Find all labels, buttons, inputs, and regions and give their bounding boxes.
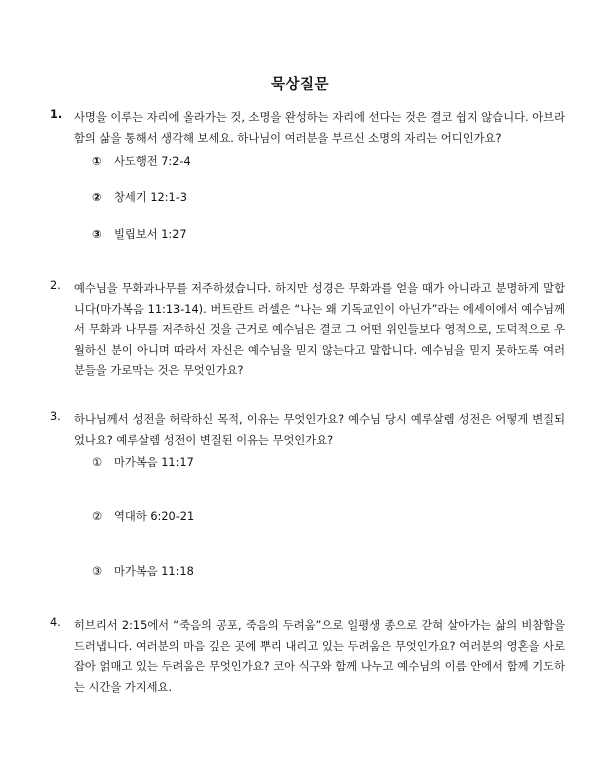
question-number: 1. [50, 108, 63, 121]
reference-marker: ② [92, 191, 102, 204]
question-text: 히브리서 2:15에서 “죽음의 공포, 죽음의 두려움”으로 일평생 종으로 갇혀 살아가는 삶의 비참함을 드러냅니다. 여러분의 마음 깊은 곳에 뿌리 내리고 있는 두려움은 무엇인가요? 여러분의 영혼을 사로 잡아 얽매고 있는 두려움은 무엇인가요? 코아 식구와 함께 나누고 예수님의 이름 안에서 함께 기도하는 시간을 가지세요. [74, 619, 565, 694]
question-text: 예수님을 무화과나무를 저주하셨습니다. 하지만 성경은 무화과를 얻을 때가 아니라고 분명하게 말합니다(마가복음 11:13-14). 버트란트 러셀은 “나는 왜 기독교인이 아닌가”라는 에세이에서 예수님께서 무화과 나무를 저주하신 것을 근거로 예수님은 결코 그 어떤 위인들보다 영적으로, 도덕적으로 우월하신 분이 아니며 따라서 자신은 예수님을 믿지 않는다고 말합니다. 예수님을 믿지 못하도록 여러분들을 가로막는 것은 무엇인가요? [74, 282, 565, 377]
reference-text: 역대하 6:20-21 [114, 510, 195, 523]
scripture-reference [92, 563, 194, 579]
question-text: 하나님께서 성전을 허락하신 목적, 이유는 무엇인가요? 예수님 당시 예루살렘 성전은 어떻게 변질되었나요? 예루살렘 성전이 변질된 이유는 무엇인가요? [74, 413, 565, 447]
reference-marker: ① [92, 456, 103, 469]
reference-marker: ③ [92, 565, 103, 578]
scripture-reference [92, 153, 191, 169]
question-number: 2. [50, 279, 61, 292]
reference-text: 마가복음 11:18 [114, 565, 194, 578]
question-1 [50, 108, 565, 149]
question-number: 4. [50, 616, 61, 629]
scripture-reference [92, 454, 194, 470]
scripture-reference [92, 508, 194, 524]
scripture-reference [92, 189, 187, 205]
reference-marker: ① [92, 155, 102, 168]
scripture-reference [92, 226, 187, 242]
reference-text: 창세기 12:1-3 [114, 191, 187, 204]
reference-text: 사도행전 7:2-4 [114, 155, 191, 168]
question-text: 사명을 이루는 자리에 올라가는 것, 소명을 완성하는 자리에 선다는 것은 결코 쉽지 않습니다. 아브라함의 삶을 통해서 생각해 보세요. 하나님이 여러분을 부르신 소명의 자리는 어디인가요? [74, 111, 565, 145]
reference-marker: ③ [92, 228, 102, 241]
question-4 [50, 616, 565, 698]
page-title: 묵상질문 [270, 77, 330, 93]
question-3 [50, 410, 565, 451]
question-2 [50, 279, 565, 382]
question-number: 3. [50, 410, 61, 423]
reference-marker: ② [92, 510, 103, 523]
reference-text: 마가복음 11:17 [114, 456, 194, 469]
reference-text: 빌립보서 1:27 [114, 228, 187, 241]
